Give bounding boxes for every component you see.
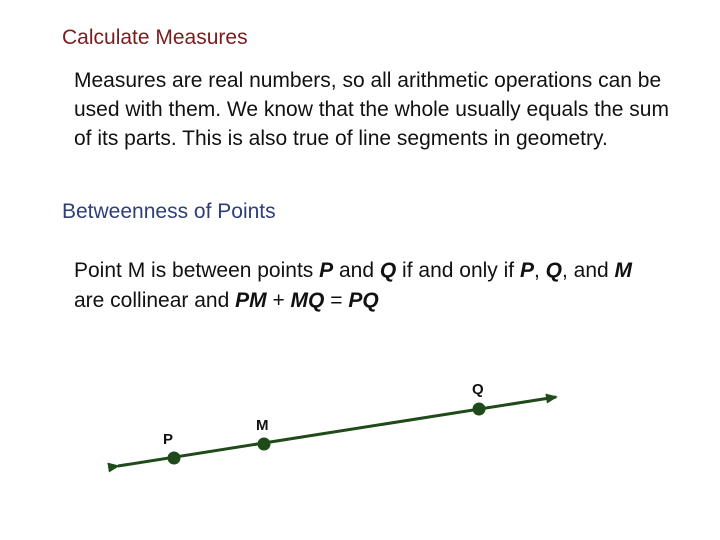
page-title: Calculate Measures [62, 26, 248, 49]
definition-text: , and [561, 259, 615, 282]
point-m [258, 438, 271, 451]
line-pq [118, 397, 556, 466]
var-p: P [319, 259, 334, 282]
var-p: P [519, 259, 534, 282]
definition-text: if and only if [396, 259, 520, 282]
definition-text: and [333, 259, 380, 282]
segment-pq: PQ [348, 289, 379, 312]
section-heading: Betweenness of Points [62, 200, 276, 223]
point-q [473, 403, 486, 416]
definition-text: = [324, 289, 349, 312]
var-q: Q [379, 259, 397, 282]
definition-text: , [533, 259, 546, 282]
definition-text: are collinear and [74, 289, 236, 312]
intro-paragraph: Measures are real numbers, so all arithmetic operations can be used with them. We know that the whole usually equals the sum of its parts. This is also true of line segments in geometry. [74, 69, 669, 150]
label-q: Q [472, 381, 484, 398]
definition-text: Point M is between points [74, 259, 320, 282]
var-q: Q [545, 259, 562, 282]
segment-pm: PM [235, 289, 267, 312]
definition-text: + [266, 289, 291, 312]
segment-mq: MQ [290, 289, 325, 312]
label-m: M [256, 417, 269, 434]
var-m: M [614, 259, 633, 282]
point-p [168, 452, 181, 465]
label-p: P [163, 431, 174, 448]
